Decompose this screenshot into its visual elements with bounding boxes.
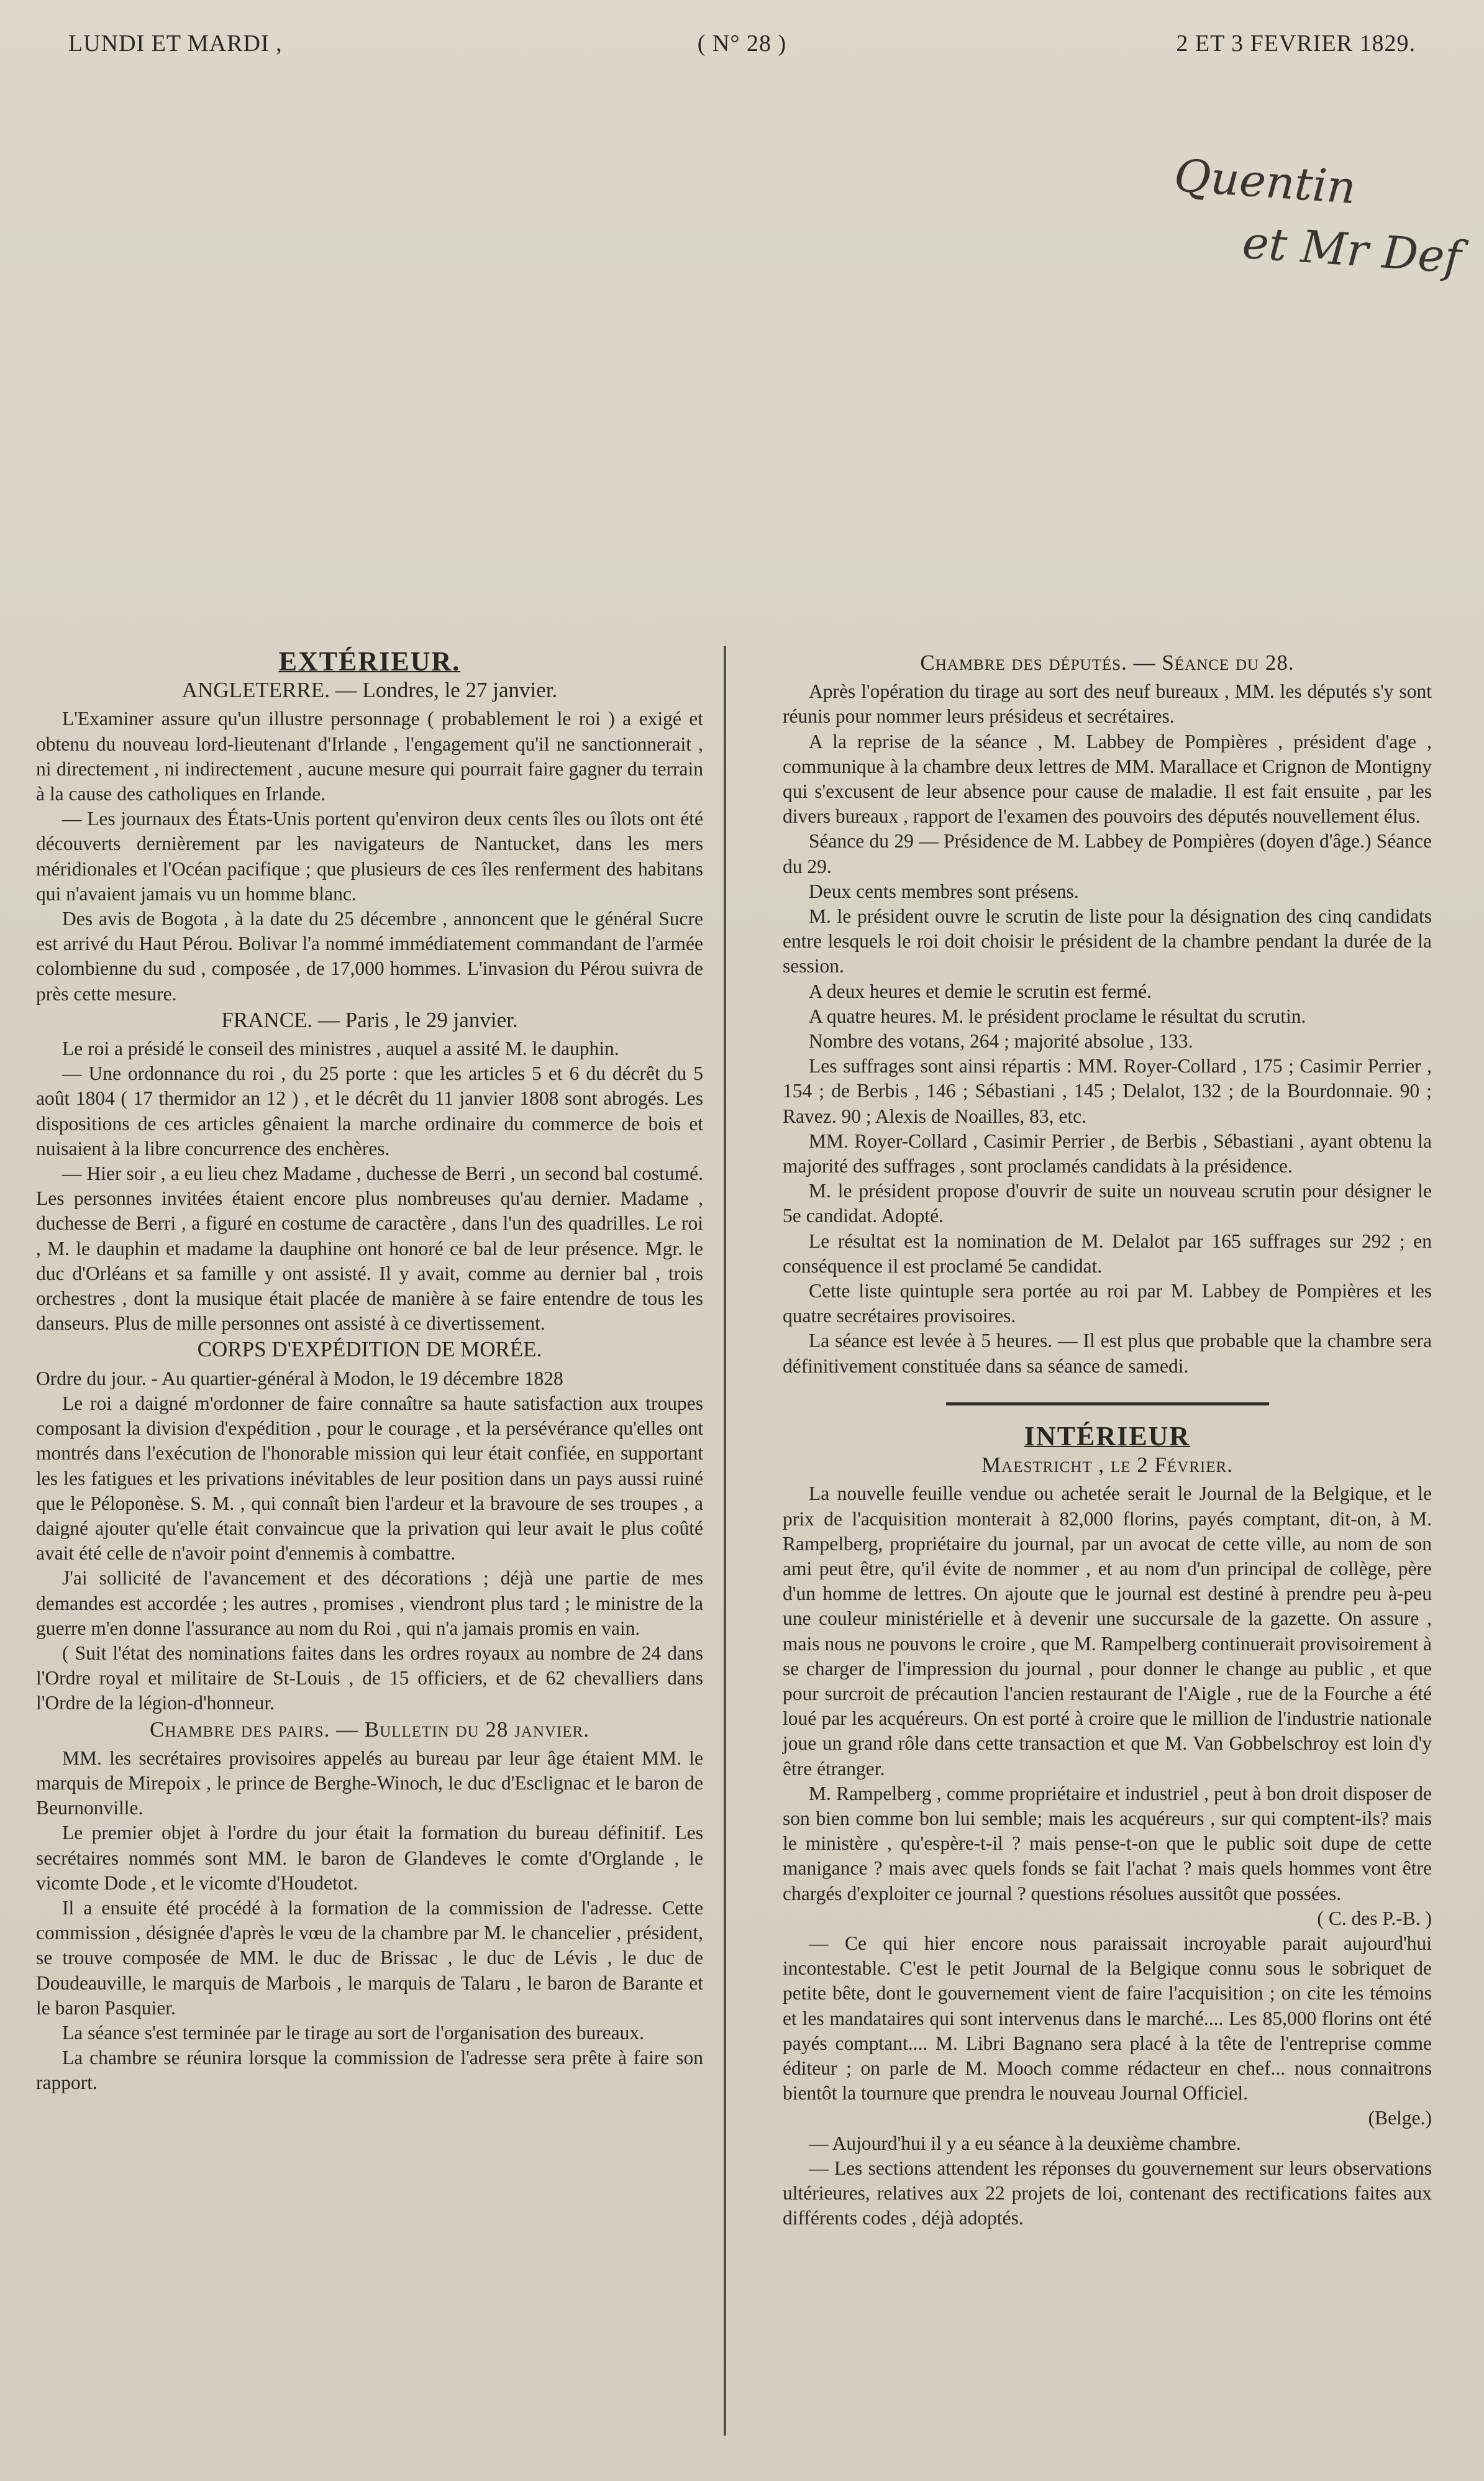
handwritten-line-2: et Mr Def xyxy=(1240,216,1463,284)
article-paragraph: A quatre heures. M. le président proclame le résultat du scrutin. xyxy=(809,1005,1306,1027)
article-paragraph: J'ai sollicité de l'avancement et des décorations ; déjà une partie de mes demandes est accordée ; les autres , promises , viendront plus tard ; le ministre de la guerre m'en donne l'assurance au nom du Roi , qui n'a jamais promis en vain. xyxy=(36,1567,703,1639)
article-paragraph: — Ce qui hier encore nous paraissait incroyable parait aujourd'hui incontestable. C'est le petit Journal de la Belgique connu sous le sobriquet de petite bête, dont le gouvernement vient de faire l'acquisition ; on cite les témoins et les mandataires qui sont intervenus dans le marché.... Les 85,000 florins ont été payés comptant.... M. Libri Bagnano sera placé à la tête de l'entreprise comme éditeur ; on parle de M. Mooch comme rédacteur en chef... nous connaitrons bientôt la tournure que prendra le nouveau Journal Officiel. xyxy=(783,1932,1432,2104)
article-paragraph: La séance est levée à 5 heures. — Il est plus que probable que la chambre sera définitivement constituée dans sa séance de samedi. xyxy=(783,1330,1432,1377)
article-paragraph: — Aujourd'hui il y a eu séance à la deuxième chambre. xyxy=(809,2132,1241,2154)
article-paragraph: M. le président ouvre le scrutin de liste pour la désignation des cinq candidats entre lesquels le roi doit choisir le président de la chambre pendant la durée de la session. xyxy=(783,905,1432,977)
article-paragraph: Le premier objet à l'ordre du jour était la formation du bureau définitif. Les secrétaires nommés sont MM. le baron de Glandeves le comte d'Orglande , le vicomte Dode , et le vicomte d'Houdetot. xyxy=(36,1822,703,1894)
article-paragraph: Le roi a présidé le conseil des ministres , auquel a assité M. le dauphin. xyxy=(62,1038,619,1060)
article-paragraph: La séance s'est terminée par le tirage au sort de l'organisation des bureaux. xyxy=(62,2021,645,2044)
article-paragraph: La chambre se réunira lorsque la commission de l'adresse sera prête à faire son rapport. xyxy=(36,2047,703,2094)
right-column xyxy=(783,649,1432,2231)
article-paragraph: Après l'opération du tirage au sort des neuf bureaux , MM. les députés s'y sont réunis pour nommer leurs présideus et secrétaires. xyxy=(783,680,1432,728)
masthead-issue-number: ( N° 28 ) xyxy=(697,30,787,57)
dateline-france: FRANCE. — Paris , le 29 janvier. xyxy=(221,1007,518,1032)
article-paragraph: — Les journaux des États-Unis portent qu'environ deux cents îles ou îlots ont été découverts dernièrement par les navigateurs de Nantucket, dans les mers méridionales et l'Océan pacifique ; que plusieurs de ces îles renferment des habitans qui n'avaient jamais vu un homme blanc. xyxy=(36,808,703,905)
article-paragraph: M. Rampelberg , comme propriétaire et industriel , peut à bon droit disposer de son bien comme bon lui semble; mais les acquéreurs , sur qui comptent-ils? mais le ministère , qu'espère-t-il ? mais pense-t-on que le public soit dupe de cette manigance ? mais avec quels fonds se fait l'achat ? mais quels hommes vont être chargés d'exploiter ce journal ? questions résolues aussitôt que possées. xyxy=(783,1782,1432,1904)
article-paragraph: Les suffrages sont ainsi répartis : MM. Royer-Collard , 175 ; Casimir Perrier , 154 ; de Berbis , 146 ; Sébastiani , 145 ; Delalot, 132 ; de la Bourdonnaie. 90 ; Ravez. 90 ; Alexis de Noailles, 83, etc. xyxy=(783,1055,1432,1127)
article-paragraph: Deux cents membres sont présens. xyxy=(809,880,1079,902)
article-paragraph: — Une ordonnance du roi , du 25 porte : que les articles 5 et 6 du décrêt du 5 août 1804 ( 17 thermidor an 12 ) , et le décrêt du 11 janvier 1808 sont abrogés. Les dispositions de ces articles gênaient la marche ordinaire du commerce de bois et nuisaient à la libre concurrence des enchères. xyxy=(36,1062,703,1159)
article-paragraph: M. le président propose d'ouvrir de suite un nouveau scrutin pour désigner le 5e candidat. Adopté. xyxy=(783,1180,1432,1227)
article-paragraph: A la reprise de la séance , M. Labbey de Pompières , président d'age , communique à la chambre deux lettres de MM. Marallace et Crignon de Montigny qui s'excusent de leur absence pour cause de maladie. Il est fait ensuite , par les divers bureaux , rapport de l'examen des pouvoirs des députés nouvellement élus. xyxy=(783,730,1432,828)
handwritten-annotation xyxy=(1168,149,1466,311)
article-paragraph: MM. Royer-Collard , Casimir Perrier , de Berbis , Sébastiani , ayant obtenu la majorité des suffrages , sont proclamés candidats à la présidence. xyxy=(783,1130,1432,1177)
section-title-interieur: INTÉRIEUR xyxy=(1024,1420,1191,1451)
article-paragraph: ( Suit l'état des nominations faites dans les ordres royaux au nombre de 24 dans l'Ordre royal et militaire de St-Louis , de 15 officiers, et de 62 chevalliers dans l'Ordre de la légion-d'honneur. xyxy=(36,1642,703,1714)
article-paragraph: La nouvelle feuille vendue ou achetée serait le Journal de la Belgique, et le prix de l'acquisition monterait à 82,000 florins, payés comptant, dit-on, à M. Rampelberg, propriétaire du journal, par un avocat de cette ville, au nom de son ami peut être, qu'il évite de nommer , et au nom d'un principal de collège, père d'un homme de lettres. On ajoute que le journal est destiné à prendre peu à-peu une couleur ministérielle et à devenir une succursale de la gazette. On assure , mais nous ne pouvons le croire , que M. Rampelberg continuerait provisoirement à se charger de l'impression du journal , pour donner le change au public , et que pour surcroit de précaution l'ancien restaurant de l'Aigle , rue de la Fourche a été loué par les acquéreurs. On est porté à croire que le million de l'industrie nationale joue un grand rôle dans cette transaction et que M. Van Gobbelschroy est loin d'y être étranger. xyxy=(783,1483,1432,1780)
masthead-date: 2 ET 3 FEVRIER 1829. xyxy=(1176,30,1416,57)
handwritten-line-1: Quentin xyxy=(1172,148,1358,214)
masthead xyxy=(68,30,1416,67)
heading-coreee: CORPS D'EXPÉDITION DE MORÉE. xyxy=(197,1337,542,1362)
article-paragraph: — Les sections attendent les réponses du gouvernement sur leurs observations ultérieures, relatives aux 22 projets de loi, contenant des rectifications faites aux différents codes , déjà adoptés. xyxy=(783,2157,1432,2229)
article-paragraph: Séance du 29 — Présidence de M. Labbey de Pompières (doyen d'âge.) Séance du 29. xyxy=(783,830,1432,877)
article-paragraph: Nombre des votans, 264 ; majorité absolue , 133. xyxy=(809,1030,1193,1053)
article-paragraph: Le roi a daigné m'ordonner de faire connaître sa haute satisfaction aux troupes composant la division d'expédition , pour le courage , et la persévérance qu'elles ont montrés dans l'exécution de l'honorable mission qui leur était confiée, en supportant les les fatigues et les privations inévitables de leur position dans un pays aussi ruiné que le Péloponèse. S. M. , qui connaît bien l'ardeur et la bravoure de ses troupes , a daigné ajouter qu'elle était convaincue que la privation qui leur avait le plus coûté avait été celle de n'avoir point d'ennemis à combattre. xyxy=(36,1392,703,1565)
article-paragraph: L'Examiner assure qu'un illustre personnage ( probablement le roi ) a exigé et obtenu du nouveau lord-lieutenant d'Irlande , l'engagement qu'il ne sanctionnerait , ni directement , ni indirectement , aucune mesure qui pourrait faire gagner du terrain à la cause des catholiques en Irlande. xyxy=(36,708,703,805)
article-paragraph: Cette liste quintuple sera portée au roi par M. Labbey de Pompières et les quatre secrétaires provisoires. xyxy=(783,1280,1432,1327)
dateline-maestricht: Maestricht , le 2 Février. xyxy=(981,1453,1233,1478)
source-attribution: (Belge.) xyxy=(1368,2107,1432,2129)
order-of-day: Ordre du jour. - Au quartier-général à Modon, le 19 décembre 1828 xyxy=(36,1367,563,1389)
column-divider xyxy=(724,646,726,2436)
heading-chambre-des-pairs: Chambre des pairs. — Bulletin du 28 janvier. xyxy=(150,1717,590,1742)
left-column xyxy=(36,646,703,2096)
section-title-exterieur: EXTÉRIEUR. xyxy=(278,646,461,677)
article-paragraph: Le résultat est la nomination de M. Delalot par 165 suffrages sur 292 ; en conséquence il est proclamé 5e candidat. xyxy=(783,1230,1432,1277)
article-paragraph: MM. les secrétaires provisoires appelés au bureau par leur âge étaient MM. le marquis de Mirepoix , le prince de Berghe-Winoch, le duc d'Esclignac et le baron de Beurnonville. xyxy=(36,1747,703,1819)
article-paragraph: A deux heures et demie le scrutin est fermé. xyxy=(809,980,1152,1002)
masthead-days: LUNDI ET MARDI , xyxy=(68,30,283,57)
source-attribution: ( C. des P.-B. ) xyxy=(1317,1907,1432,1929)
article-paragraph: Il a ensuite été procédé à la formation de la commission de l'adresse. Cette commission , désignée d'après le vœu de la chambre par M. le chancelier , président, se trouve composée de MM. le duc de Brissac , le duc de Lévis , le duc de Doudeauville, le marquis de Marbois , le marquis de Talaru , le baron de Barante et le baron Pasquier. xyxy=(36,1896,703,2019)
article-paragraph: Des avis de Bogota , à la date du 25 décembre , annoncent que le général Sucre est arrivé du Haut Pérou. Bolivar l'a nommé immédiatement commandant de l'armée colombienne du sud , composée , de 17,000 hommes. L'invasion du Pérou suivra de près cette mesure. xyxy=(36,908,703,1005)
article-paragraph: — Hier soir , a eu lieu chez Madame , duchesse de Berri , un second bal costumé. Les personnes invitées étaient encore plus nombreuses qu'au dernier. Madame , duchesse de Berri , a figuré en costume de caractère , dans l'un des quadrilles. Le roi , M. le dauphin et madame la dauphine ont honoré ce bal de leur présence. Mgr. le duc d'Orléans et sa famille y ont assisté. Il y avait, comme au dernier bal , trois orchestres , dont la musique était placée de manière à se faire entendre de tous les danseurs. Plus de mille personnes ont assisté à ce divertissement. xyxy=(36,1163,703,1335)
dateline-angleterre: ANGLETERRE. — Londres, le 27 janvier. xyxy=(181,678,558,703)
section-separator xyxy=(946,1402,1269,1405)
heading-chambre-des-deputes: Chambre des députés. — Séance du 28. xyxy=(920,651,1295,675)
